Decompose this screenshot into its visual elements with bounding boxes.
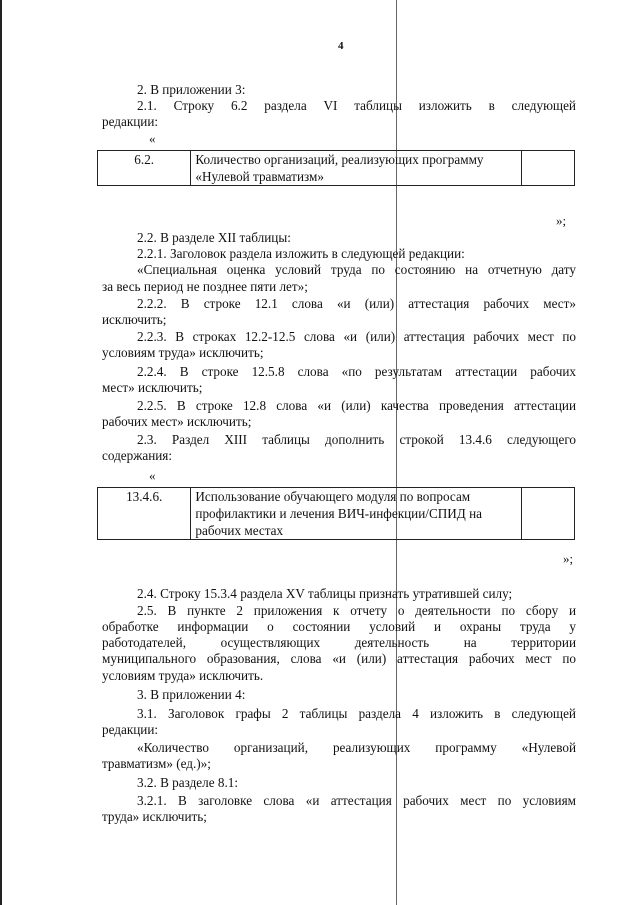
text-line: 2.5. В пункте 2 приложения к отчету о деятельности по сбору и bbox=[137, 603, 576, 618]
cell-text-line: «Нулевой травматизм» bbox=[195, 169, 324, 184]
table-row-13-4-6 bbox=[97, 487, 575, 540]
table-row-6-2 bbox=[97, 150, 575, 186]
table-cell-text bbox=[191, 151, 521, 186]
text-line: рабочих мест» исключить; bbox=[102, 414, 252, 429]
text-line: 2.3. Раздел XIII таблицы дополнить строкой 13.4.6 следующего bbox=[137, 432, 576, 447]
open-quote: « bbox=[149, 468, 156, 483]
open-quote: « bbox=[149, 131, 156, 146]
text-line: условиям труда» исключить. bbox=[102, 668, 264, 683]
text-line: муниципального образования, слова «и (или) аттестация рабочих мест по bbox=[102, 651, 576, 666]
text-line: 3. В приложении 4: bbox=[137, 687, 246, 702]
text-line: условиям труда» исключить; bbox=[102, 345, 264, 360]
text-line: 3.2.1. В заголовке слова «и аттестация рабочих мест по условиям bbox=[137, 793, 576, 808]
text-line: 2.2. В разделе XII таблицы: bbox=[137, 230, 291, 245]
text-line: 2.2.5. В строке 12.8 слова «и (или) качества проведения аттестации bbox=[137, 398, 576, 413]
table-cell-text bbox=[191, 488, 521, 540]
cell-text-line: профилактики и лечения ВИЧ-инфекции/СПИД на bbox=[195, 506, 482, 521]
table-cell-number: 6.2. bbox=[98, 151, 191, 186]
close-quote: »; bbox=[563, 551, 574, 566]
cell-text-line: Использование обучающего модуля по вопросам bbox=[195, 489, 471, 504]
text-line: труда» исключить; bbox=[102, 809, 207, 824]
text-line: 3.2. В разделе 8.1: bbox=[137, 775, 239, 790]
cell-text-line: Количество организаций, реализующих программу bbox=[195, 152, 484, 167]
text-line: исключить; bbox=[102, 312, 167, 327]
scan-left-edge bbox=[0, 0, 2, 905]
text-line: 2.4. Строку 15.3.4 раздела XV таблицы признать утратившей силу; bbox=[137, 586, 513, 601]
text-line: мест» исключить; bbox=[102, 380, 203, 395]
text-line: 2. В приложении 3: bbox=[137, 82, 246, 97]
text-line: 2.2.4. В строке 12.5.8 слова «по результатам аттестации рабочих bbox=[137, 364, 576, 379]
text-line: травматизм» (ед.)»; bbox=[102, 756, 211, 771]
text-line: 3.1. Заголовок графы 2 таблицы раздела 4 изложить в следующей bbox=[137, 706, 576, 721]
text-line: редакции: bbox=[102, 722, 159, 737]
text-line: редакции: bbox=[102, 114, 159, 129]
text-line: за весь период не позднее пяти лет»; bbox=[102, 279, 308, 294]
table-cell-empty bbox=[521, 151, 574, 186]
text-line: «Количество организаций, реализующих программу «Нулевой bbox=[137, 740, 576, 755]
scan-fold-line bbox=[396, 0, 397, 905]
text-line: «Специальная оценка условий труда по состоянию на отчетную дату bbox=[137, 262, 576, 277]
text-line: 2.1. Строку 6.2 раздела VI таблицы изложить в следующей bbox=[137, 98, 576, 113]
text-line: содержания: bbox=[102, 448, 173, 463]
text-line: работодателей, осуществляющих деятельность на территории bbox=[102, 635, 576, 650]
close-quote: »; bbox=[556, 213, 567, 228]
text-line: 2.2.1. Заголовок раздела изложить в следующей редакции: bbox=[137, 246, 465, 261]
table-cell-empty bbox=[521, 488, 574, 540]
text-line: 2.2.2. В строке 12.1 слова «и (или) аттестация рабочих мест» bbox=[137, 296, 576, 311]
text-line: 2.2.3. В строках 12.2-12.5 слова «и (или) аттестация рабочих мест по bbox=[137, 329, 576, 344]
page-number: 4 bbox=[338, 40, 344, 52]
text-line: обработке информации о состоянии условий и охраны труда у bbox=[102, 619, 576, 634]
table-cell-number: 13.4.6. bbox=[98, 488, 191, 540]
cell-text-line: рабочих местах bbox=[195, 523, 284, 538]
